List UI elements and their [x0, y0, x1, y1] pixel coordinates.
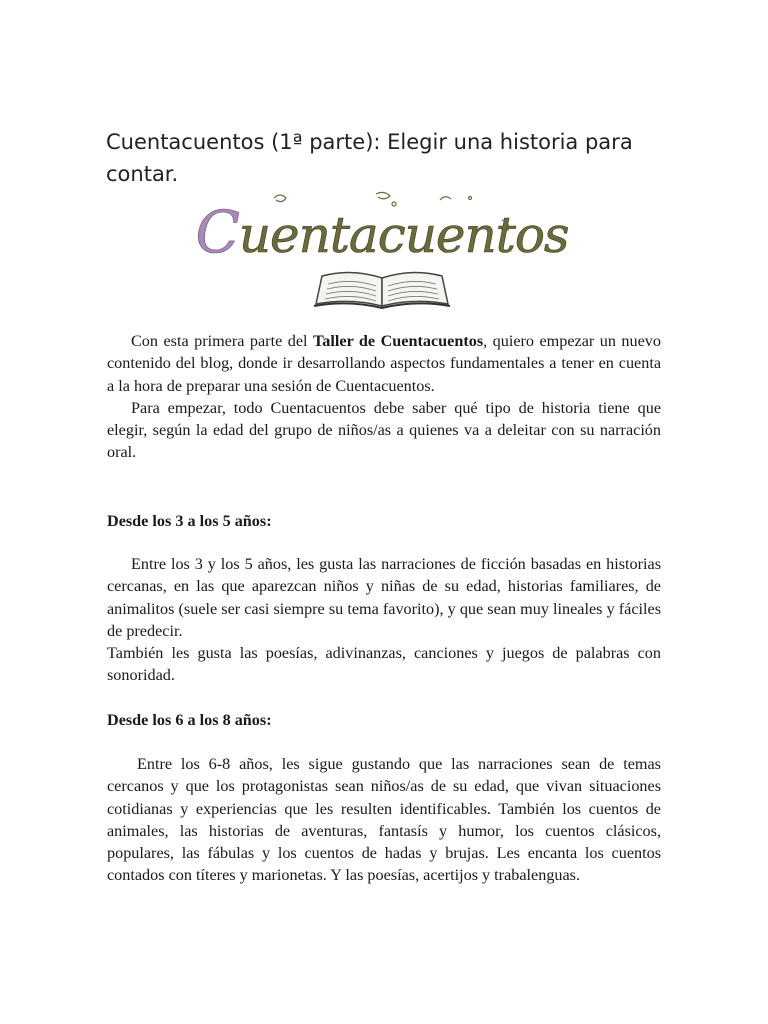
section-3-5-paragraph-1: Entre los 3 y los 5 años, les gusta las narraciones de ficción basadas en historias cercanas, en las que aparezcan niños y niñas de su edad, historias familiares, de animalitos (suele ser casi siempre su tema favorito), y que sean muy lineales y fáciles de predecir. [107, 555, 661, 640]
intro-paragraph-1 [107, 330, 661, 397]
open-book-icon [314, 272, 450, 308]
workshop-name: Taller de Cuentacuentos [312, 332, 484, 350]
cuentacuentos-logo [195, 190, 569, 308]
section-heading-3-5: Desde los 3 a los 5 años: [107, 512, 272, 530]
section-heading-6-8: Desde los 6 a los 8 años: [107, 711, 272, 729]
logo-wordmark: Cuentacuentos [195, 198, 569, 266]
section-3-5-paragraph-2: También les gusta las poesías, adivinanzas, canciones y juegos de palabras con sonoridad. [107, 644, 661, 685]
section-6-8-text [107, 753, 661, 887]
intro-text [107, 330, 661, 464]
section-3-5-text [107, 553, 661, 687]
intro-text-start: Con esta primera parte del [131, 332, 313, 350]
intro-text-end: , quiero empezar un nuevo contenido del blog, donde ir desarrollando aspectos fundamentales a tener en cuenta a la hora de preparar una sesión de Cuentacuentos. [107, 332, 661, 395]
section-6-8-paragraph-1: Entre los 6-8 años, les sigue gustando que las narraciones sean de temas cercanos y que los protagonistas sean niños/as de su edad, que vivan situaciones cotidianas y experiencias que les resulten identificables. También los cuentos de animales, las historias de aventuras, fantasís y humor, los cuentos clásicos, populares, las fábulas y los cuentos de hadas y brujas. Les encanta los cuentos contados con títeres y marionetas. Y las poesías, acertijos y trabalenguas. [107, 755, 661, 885]
intro-paragraph-2: Para empezar, todo Cuentacuentos debe saber qué tipo de historia tiene que elegir, según la edad del grupo de niños/as a quienes va a deleitar con su narración oral. [107, 398, 661, 462]
page-title: Cuentacuentos (1ª parte): Elegir una historia para contar. [106, 130, 633, 186]
